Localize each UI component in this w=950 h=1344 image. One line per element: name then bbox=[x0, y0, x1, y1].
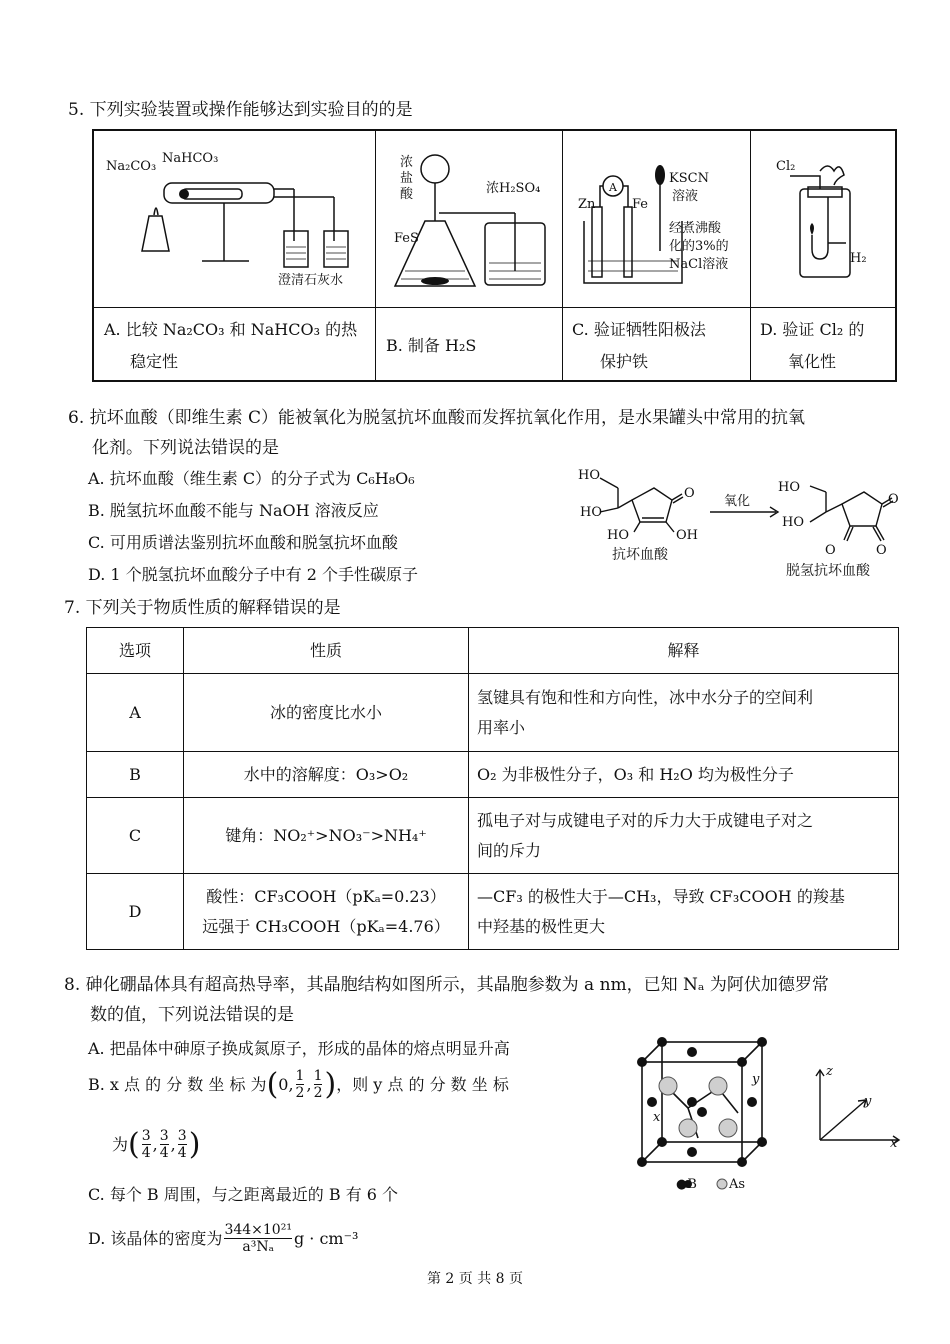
frac-num: 1 bbox=[295, 1068, 305, 1084]
density-numerator: 344×10²¹ bbox=[224, 1222, 292, 1238]
vc-label-oh-ring: OH bbox=[676, 528, 698, 543]
label-nacl-3: NaCl溶液 bbox=[669, 257, 729, 272]
option-c-line1: C. 验证牺牲阳极法 bbox=[572, 320, 706, 339]
axis-x-label: x bbox=[890, 1136, 898, 1151]
label-h2so4: 浓H₂SO₄ bbox=[486, 181, 541, 196]
row-d-property bbox=[184, 874, 469, 950]
q5-apparatus-table bbox=[92, 129, 897, 382]
row-b-option: B bbox=[87, 752, 184, 798]
table-row bbox=[87, 798, 899, 874]
row-d-property-line2: 远强于 CH₃COOH（pKₐ=4.76） bbox=[202, 916, 450, 936]
frac-den: 4 bbox=[159, 1145, 169, 1161]
vc-label-ho-ring: HO bbox=[607, 528, 629, 543]
row-a-explanation-line1: 氢键具有饱和性和方向性，冰中水分子的空间利 bbox=[477, 687, 814, 707]
q6-option-a: A. 抗坏血酸（维生素 C）的分子式为 C₆H₈O₆ bbox=[88, 469, 415, 488]
label-dehydroascorbic-acid: 脱氢抗坏血酸 bbox=[786, 563, 870, 579]
option-b: B. 制备 H₂S bbox=[386, 336, 477, 355]
density-denominator: a³Nₐ bbox=[224, 1238, 292, 1255]
row-d-explanation-line2: 中羟基的极性更大 bbox=[477, 916, 606, 936]
label-zn: Zn bbox=[578, 197, 596, 212]
option-d-line2: 氧化性 bbox=[788, 352, 837, 371]
q6-option-c: C. 可用质谱法鉴别抗坏血酸和脱氢抗坏血酸 bbox=[88, 533, 398, 552]
density-unit: g · cm⁻³ bbox=[293, 1228, 359, 1248]
legend-boron: ●B bbox=[676, 1177, 697, 1192]
label-kscn: KSCN bbox=[669, 171, 709, 186]
axis-z-label: z bbox=[826, 1064, 833, 1079]
option-c-line2: 保护铁 bbox=[600, 352, 649, 371]
dhva-label-o-carbonyl: O bbox=[888, 492, 899, 507]
option-d-line1: D. 验证 Cl₂ 的 bbox=[760, 320, 865, 339]
frac-num: 1 bbox=[313, 1068, 323, 1084]
header-explanation: 解释 bbox=[469, 628, 899, 674]
q8-option-b-line2-prefix: 为 bbox=[112, 1134, 129, 1154]
label-conc-1: 浓 bbox=[400, 155, 414, 170]
q6-stem-line2: 化剂。下列说法错误的是 bbox=[92, 438, 279, 458]
point-y-label: y bbox=[752, 1072, 760, 1087]
boron-arsenide-unit-cell-figure bbox=[628, 1028, 908, 1198]
label-h2: H₂ bbox=[850, 251, 867, 266]
frac-den: 4 bbox=[141, 1145, 151, 1161]
label-fe: Fe bbox=[632, 197, 649, 212]
header-property: 性质 bbox=[184, 628, 469, 674]
option-a-line1: A. 比较 Na₂CO₃ 和 NaHCO₃ 的热 bbox=[104, 320, 358, 339]
table-header-row bbox=[87, 628, 899, 674]
q8-option-b-line1: B. x 点 的 分 数 坐 标 为 ( 0, $\frac{1}{2}$ , $\frac{1}{2}$ ) ，则 y 点 的 分 数 坐 标 bbox=[88, 1066, 509, 1102]
frac-num: 3 bbox=[159, 1128, 169, 1144]
row-a-option: A bbox=[87, 674, 184, 752]
row-d-explanation-line1: —CF₃ 的极性大于—CH₃，导致 CF₃COOH 的羧基 bbox=[477, 886, 845, 906]
row-d-property-line1: 酸性：CF₃COOH（pKₐ=0.23） bbox=[206, 886, 446, 906]
point-x-label: x bbox=[653, 1110, 661, 1125]
reaction-arrow-label: 氧化 bbox=[724, 494, 751, 509]
row-c-explanation-line1: 孤电子对与成键电子对的斥力大于成键电子对之 bbox=[477, 810, 814, 830]
dhva-label-o-right: O bbox=[876, 543, 887, 558]
apparatus-d-figure bbox=[750, 131, 899, 307]
row-d-option: D bbox=[87, 874, 184, 950]
row-b-explanation: O₂ 为非极性分子，O₃ 和 H₂O 均为极性分子 bbox=[469, 752, 899, 798]
q8-option-b-line2: 为 ( $\frac{3}{4}$ , $\frac{3}{4}$ , $\frac{3}{4}$ ) bbox=[112, 1126, 201, 1162]
row-d-explanation bbox=[469, 874, 899, 950]
page-footer: 第 2 页 共 8 页 bbox=[426, 1271, 524, 1287]
frac-den: 2 bbox=[295, 1085, 305, 1101]
label-cl2: Cl₂ bbox=[776, 159, 796, 174]
label-fes: FeS bbox=[394, 231, 419, 246]
label-conc-3: 酸 bbox=[400, 187, 414, 202]
option-a-line2: 稳定性 bbox=[130, 352, 179, 371]
q8-option-d-prefix: D. 该晶体的密度为 bbox=[88, 1228, 223, 1248]
q7-stem: 7. 下列关于物质性质的解释错误的是 bbox=[64, 598, 341, 618]
table-row bbox=[87, 752, 899, 798]
frac-num: 3 bbox=[177, 1128, 187, 1144]
legend-arsenic: As bbox=[729, 1177, 746, 1192]
vc-label-ho-side: HO bbox=[580, 505, 602, 520]
q8-option-d bbox=[88, 1222, 358, 1255]
table-row bbox=[87, 874, 899, 950]
q6-option-b: B. 脱氢抗坏血酸不能与 NaOH 溶液反应 bbox=[88, 501, 379, 520]
frac-den: 2 bbox=[313, 1085, 323, 1101]
vc-label-o: O bbox=[684, 486, 695, 501]
apparatus-c-figure bbox=[562, 131, 750, 307]
dhva-label-ho-side: HO bbox=[782, 515, 804, 530]
label-limewater: 澄清石灰水 bbox=[278, 273, 344, 288]
row-c-option: C bbox=[87, 798, 184, 874]
row-c-explanation-line2: 间的斥力 bbox=[477, 840, 542, 860]
row-a-property: 冰的密度比水小 bbox=[184, 674, 469, 752]
vc-label-ho-top: HO bbox=[578, 468, 600, 483]
label-nacl-2: 化的3%的 bbox=[669, 239, 729, 254]
q5-stem: 5. 下列实验装置或操作能够达到实验目的的是 bbox=[68, 100, 413, 120]
frac-den: 4 bbox=[177, 1145, 187, 1161]
axis-y-label: y bbox=[864, 1094, 872, 1109]
label-conc-2: 盐 bbox=[400, 171, 414, 186]
dhva-label-o-left: O bbox=[825, 543, 836, 558]
q7-table bbox=[86, 627, 899, 950]
label-ascorbic-acid: 抗坏血酸 bbox=[612, 547, 668, 563]
row-c-explanation bbox=[469, 798, 899, 874]
q8-option-b-prefix: B. x 点 的 分 数 坐 标 为 bbox=[88, 1074, 267, 1094]
row-a-explanation-line2: 用率小 bbox=[477, 717, 526, 737]
label-nahco3: NaHCO₃ bbox=[162, 151, 219, 166]
dhva-label-ho-top: HO bbox=[778, 480, 800, 495]
label-na2co3: Na₂CO₃ bbox=[106, 159, 157, 174]
q8-option-c: C. 每个 B 周围，与之距离最近的 B 有 6 个 bbox=[88, 1185, 399, 1204]
q8-option-b-mid: ，则 y 点 的 分 数 坐 标 bbox=[336, 1074, 509, 1094]
label-kscn-solution: 溶液 bbox=[672, 189, 699, 204]
row-b-property: 水中的溶解度：O₃>O₂ bbox=[184, 752, 469, 798]
q8-option-a: A. 把晶体中砷原子换成氮原子，形成的晶体的熔点明显升高 bbox=[88, 1039, 510, 1058]
q8-stem-line2: 数的值，下列说法错误的是 bbox=[90, 1005, 294, 1025]
table-row bbox=[87, 674, 899, 752]
q8-stem-line1: 8. 砷化硼晶体具有超高热导率，其晶胞结构如图所示，其晶胞参数为 a nm，已知 Nₐ 为阿伏加德罗常 bbox=[64, 975, 829, 995]
q6-option-d: D. 1 个脱氢抗坏血酸分子中有 2 个手性碳原子 bbox=[88, 565, 419, 584]
frac-num: 3 bbox=[141, 1128, 151, 1144]
ammeter-label: A bbox=[609, 181, 617, 194]
row-a-explanation bbox=[469, 674, 899, 752]
header-option: 选项 bbox=[87, 628, 184, 674]
row-c-property: 键角：NO₂⁺>NO₃⁻>NH₄⁺ bbox=[184, 798, 469, 874]
label-nacl-1: 经煮沸酸 bbox=[669, 221, 722, 236]
q6-stem-line1: 6. 抗坏血酸（即维生素 C）能被氧化为脱氢抗坏血酸而发挥抗氧化作用，是水果罐头中常用的抗氧 bbox=[68, 408, 806, 428]
